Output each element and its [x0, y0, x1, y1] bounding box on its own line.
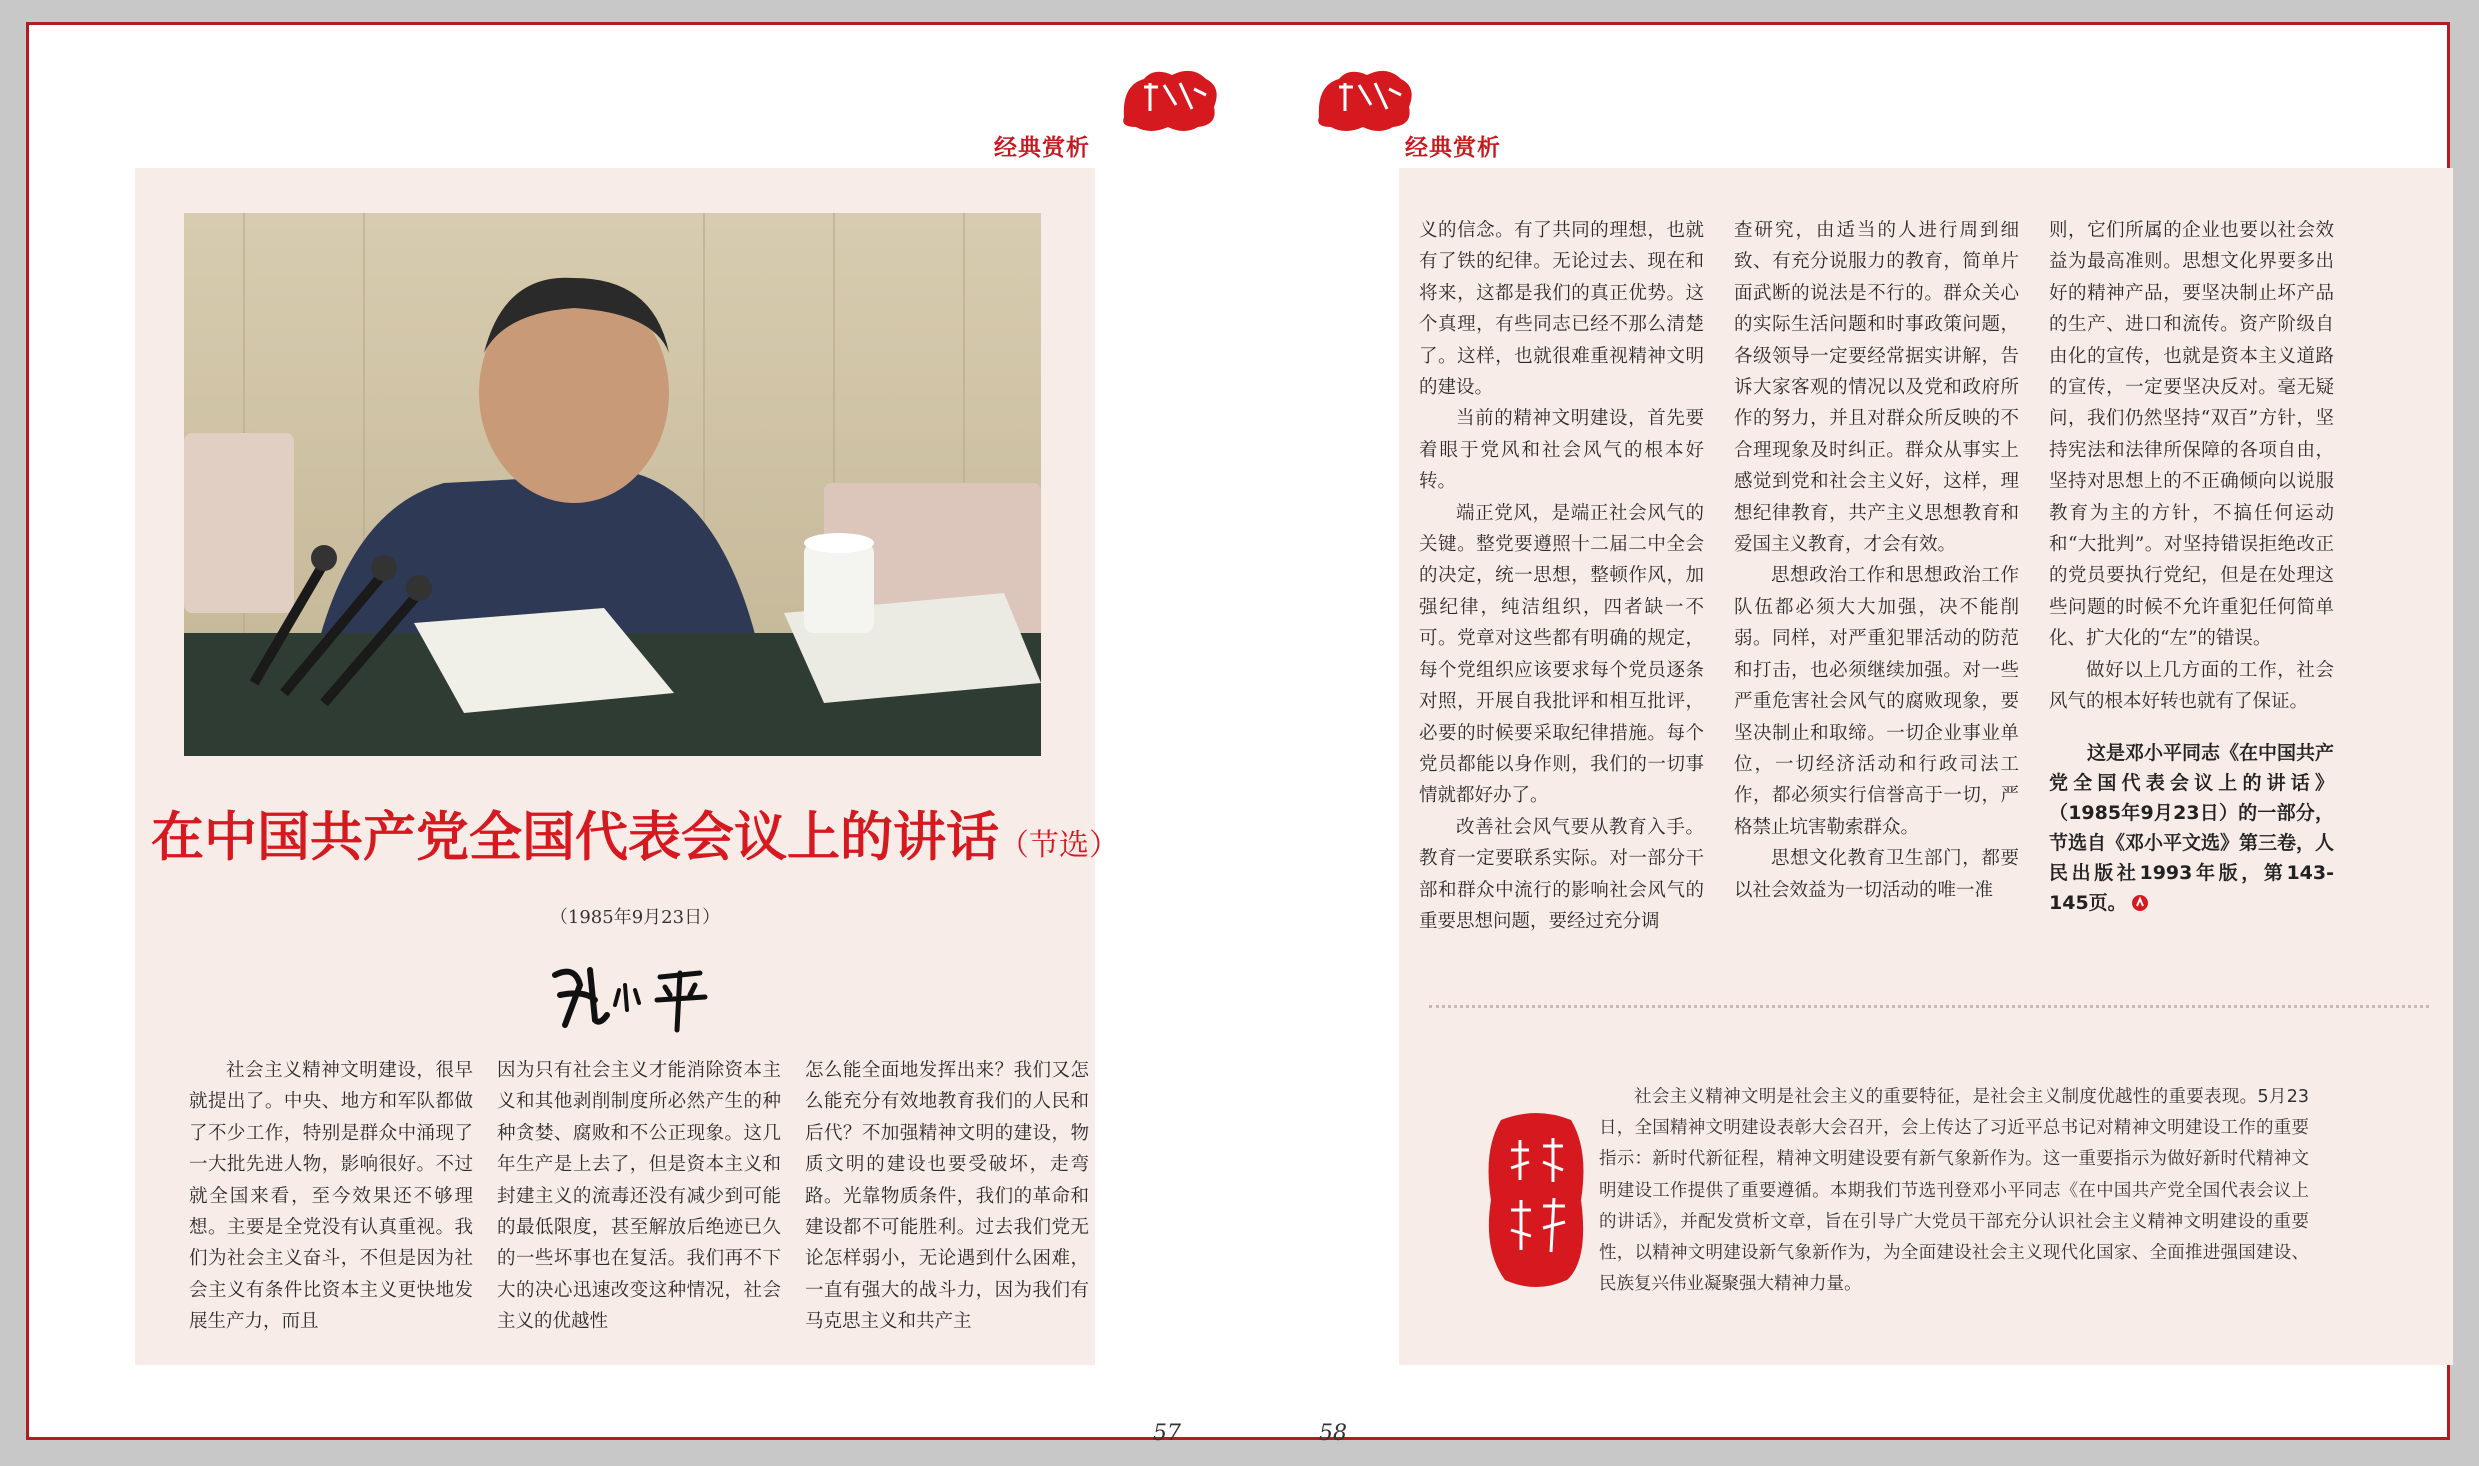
title-main: 在中国共产党全国代表会议上的讲话 [151, 807, 999, 868]
left-header [994, 65, 1234, 165]
page-number-right: 58 [1319, 1421, 1347, 1446]
paragraph: 改善社会风气要从教育入手。教育一定要联系实际。对一部分干部和群众中流行的影响社会风气的重要思想问题，要经过充分调 [1419, 816, 1704, 932]
red-brush-logo-icon [1114, 65, 1224, 135]
page-number-left: 57 [1153, 1421, 1181, 1446]
paragraph: 做好以上几方面的工作，社会风气的根本好转也就有了保证。 [2049, 659, 2334, 713]
paragraph: 怎么能全面地发挥出来？我们又怎么能充分有效地教育我们的人民和后代？不加强精神文明的建设，物质文明的建设也要受破坏，走弯路。光靠物质条件，我们的革命和建设都不可能胜利。过去我们党无论怎样弱小，无论遇到什么困难，一直有强大的战斗力，因为我们有马克思主义和共产主 [805, 1060, 1089, 1333]
source-note: 这是邓小平同志《在中国共产党全国代表会议上的讲话》（1985年9月23日）的一部分，节选自《邓小平文选》第三卷，人民出版社1993年版，第143-145页。 [2049, 741, 2335, 914]
left-column-3 [805, 1055, 1089, 1338]
title-suffix: （节选） [999, 828, 1119, 863]
right-column-3 [2049, 215, 2334, 918]
column-label: 经典赏析 [1405, 135, 1501, 161]
paragraph: 社会主义精神文明建设，很早就提出了。中央、地方和军队都做了不少工作，特别是群众中涌现了一大批先进人物，影响很好。不过就全国来看，至今效果还不够理想。主要是全党没有认真重视。我们为社会主义奋斗，不但是因为社会主义有条件比资本主义更快地发展生产力，而且 [189, 1060, 473, 1333]
left-column-2 [497, 1055, 781, 1338]
dotted-divider [1429, 1005, 2429, 1008]
right-column-2 [1734, 215, 2019, 906]
paragraph: 思想政治工作和思想政治工作队伍都必须大大加强，决不能削弱。同样，对严重犯罪活动的防范和打击，也必须继续加强。对一些严重危害社会风气的腐败现象，要坚决制止和取缔。一切企业事业单位，一切经济活动和行政司法工作，都必须实行信誉高于一切，严格禁止坑害勒索群众。 [1734, 565, 2019, 838]
magazine-spread [26, 22, 2450, 1446]
paragraph: 思想文化教育卫生部门，都要以社会效益为一切活动的唯一准 [1734, 848, 2019, 901]
left-page [29, 25, 1241, 1446]
paragraph: 因为只有社会主义才能消除资本主义和其他剥削制度所必然产生的种种贪婪、腐败和不公正现象。这几年生产是上去了，但是资本主义和封建主义的流毒还没有减少到可能的最低限度，甚至解放后绝迹已久的一些坏事也在复活。我们再不下大的决心迅速改变这种情况，社会主义的优越性 [497, 1060, 781, 1333]
appreciation-intro [1599, 1082, 2309, 1300]
left-column-1 [189, 1055, 473, 1338]
paragraph: 端正党风，是端正社会风气的关键。整党要遵照十二届二中全会的决定，统一思想，整顿作风，加强纪律，纯洁组织，四者缺一不可。党章对这些都有明确的规定，每个党组织应该要求每个党员逐条对照，开展自我批评和相互批评，必要的时候要采取纪律措施。每个党员都能以身作则，我们的一切事情就都好办了。 [1419, 502, 1704, 807]
intro-paragraph: 社会主义精神文明是社会主义的重要特征，是社会主义制度优越性的重要表现。5月23日，全国精神文明建设表彰大会召开，会上传达了习近平总书记对精神文明建设工作的重要指示：新时代新征程，精神文明建设要有新气象新作为。这一重要指示为做好新时代精神文明建设工作提供了重要遵循。本期我们节选刊登邓小平同志《在中国共产党全国代表会议上的讲话》，并配发赏析文章，旨在引导广大党员干部充分认识社会主义精神文明建设的重要性，以精神文明建设新气象新作为，为全面建设社会主义现代化国家、全面推进强国建设、民族复兴伟业凝聚强大精神力量。 [1599, 1087, 2309, 1295]
handwritten-signature [535, 955, 735, 1035]
speech-date: （1985年9月23日） [549, 907, 721, 928]
end-mark-icon [2131, 894, 2149, 912]
speaker-photo [184, 213, 1041, 756]
paragraph: 当前的精神文明建设，首先要着眼于党风和社会风气的根本好转。 [1419, 408, 1704, 493]
column-label: 经典赏析 [994, 135, 1090, 161]
article-title [109, 795, 1161, 871]
paragraph: 查研究，由适当的人进行周到细致、有充分说服力的教育，简单片面武断的说法是不行的。群众关心的实际生活问题和时事政策问题，各级领导一定要经常据实讲解，告诉大家客观的情况以及党和政府所作的努力，并且对群众所反映的不合理现象及时纠正。群众从事实上感觉到党和社会主义好，这样，理想纪律教育，共产主义思想教育和爱国主义教育，才会有效。 [1734, 220, 2019, 556]
paragraph: 义的信念。有了共同的理想，也就有了铁的纪律。无论过去、现在和将来，这都是我们的真正优势。这个真理，有些同志已经不那么清楚了。这样，也就很难重视精神文明的建设。 [1419, 220, 1704, 399]
right-header [1309, 65, 1549, 165]
paragraph: 则，它们所属的企业也要以社会效益为最高准则。思想文化界要多出好的精神产品，要坚决制止坏产品的生产、进口和流传。资产阶级自由化的宣传，也就是资本主义道路的宣传，一定要坚决反对。毫无疑问，我们仍然坚持“双百”方针，坚持宪法和法律所保障的各项自由，坚持对思想上的不正确倾向以说服教育为主的方针，不搞任何运动和“大批判”。对坚持错误拒绝改正的党员要执行党纪，但是在处理这些问题的时候不允许重犯任何简单化、扩大化的“左”的错误。 [2049, 220, 2334, 650]
red-seal-stamp [1481, 1110, 1591, 1290]
right-column-1 [1419, 215, 1704, 937]
red-brush-logo-icon [1309, 65, 1419, 135]
